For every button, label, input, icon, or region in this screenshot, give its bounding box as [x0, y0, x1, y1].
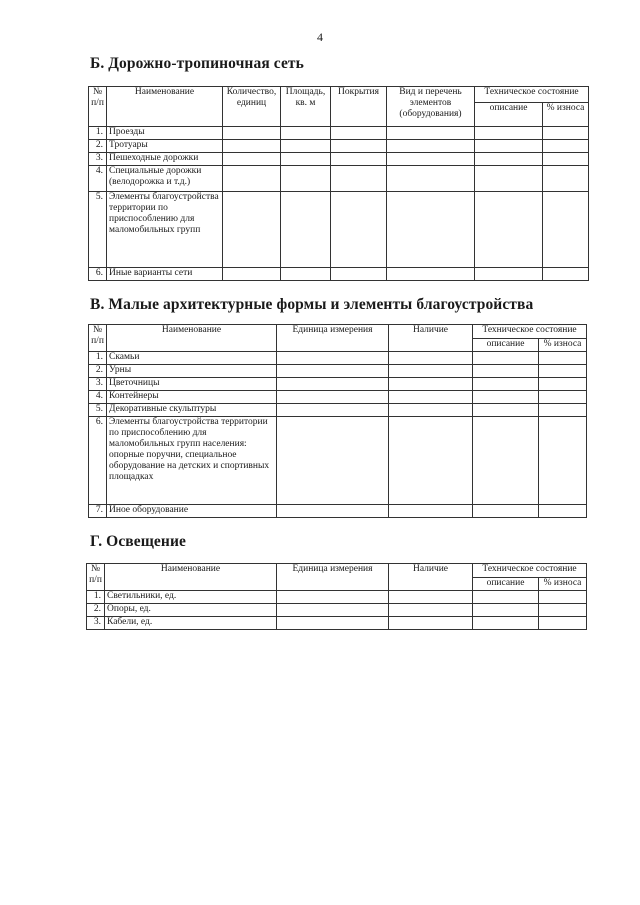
col-header-tech-state: Техническое состояние	[475, 87, 589, 103]
table-row	[87, 617, 587, 630]
table-row	[89, 352, 587, 365]
row-name: Светильники, ед.	[105, 591, 277, 604]
row-num: 2.	[89, 365, 107, 378]
table-row	[89, 268, 589, 281]
col-header-elements: Вид и перечень элементов (оборудования)	[387, 87, 475, 127]
row-num: 7.	[89, 505, 107, 518]
col-header-description: описание	[473, 339, 539, 352]
row-name: Проезды	[107, 127, 223, 140]
row-name: Иные варианты сети	[107, 268, 223, 281]
col-header-unit: Единица измерения	[277, 564, 389, 591]
row-name: Контейнеры	[107, 391, 277, 404]
table-row	[89, 391, 587, 404]
table-row	[89, 166, 589, 192]
row-num: 1.	[89, 352, 107, 365]
table-row	[89, 127, 589, 140]
row-num: 2.	[89, 140, 107, 153]
row-num: 2.	[87, 604, 105, 617]
col-header-name: Наименование	[107, 325, 277, 352]
table-row	[89, 365, 587, 378]
row-name: Опоры, ед.	[105, 604, 277, 617]
col-header-wear: % износа	[543, 103, 589, 127]
col-header-coverage: Покрытия	[331, 87, 387, 127]
row-name: Декоративные скульптуры	[107, 404, 277, 417]
table-row	[89, 140, 589, 153]
table-row	[89, 417, 587, 505]
row-name: Элементы благоустройства территории по приспособлению для маломобильных групп	[107, 192, 223, 268]
row-num: 5.	[89, 404, 107, 417]
row-num: 1.	[89, 127, 107, 140]
row-num: 1.	[87, 591, 105, 604]
row-name: Скамьи	[107, 352, 277, 365]
section-g-title: Г. Освещение	[90, 533, 186, 550]
row-name: Элементы благоустройства территории по приспособлению для маломобильных групп населения: опорные поручни, специальное оборудование на детских и спортивных площадках	[107, 417, 277, 505]
col-header-unit: Единица измерения	[277, 325, 389, 352]
row-num: 4.	[89, 391, 107, 404]
page-number: 4	[317, 30, 323, 44]
col-header-wear: % износа	[539, 578, 587, 591]
col-header-tech-state: Техническое состояние	[473, 564, 587, 578]
col-header-description: описание	[475, 103, 543, 127]
section-b-title: Б. Дорожно-тропиночная сеть	[90, 55, 304, 72]
col-header-quantity: Количество, единиц	[223, 87, 281, 127]
row-num: 5.	[89, 192, 107, 268]
row-num: 6.	[89, 268, 107, 281]
table-row	[89, 378, 587, 391]
table-row	[89, 192, 589, 268]
row-name: Цветочницы	[107, 378, 277, 391]
row-name: Иное оборудование	[107, 505, 277, 518]
table-row	[87, 591, 587, 604]
row-name: Кабели, ед.	[105, 617, 277, 630]
row-num: 3.	[89, 378, 107, 391]
table-row	[89, 505, 587, 518]
row-name: Урны	[107, 365, 277, 378]
col-header-description: описание	[473, 578, 539, 591]
lighting-table	[86, 563, 587, 630]
col-header-num: № п/п	[89, 87, 107, 127]
col-header-num: № п/п	[89, 325, 107, 352]
row-num: 6.	[89, 417, 107, 505]
small-forms-table	[88, 324, 587, 518]
col-header-num: № п/п	[87, 564, 105, 591]
col-header-wear: % износа	[539, 339, 587, 352]
table-row	[89, 404, 587, 417]
row-name: Специальные дорожки (велодорожка и т.д.)	[107, 166, 223, 192]
col-header-name: Наименование	[107, 87, 223, 127]
table-row	[87, 604, 587, 617]
col-header-area: Площадь, кв. м	[281, 87, 331, 127]
col-header-availability: Наличие	[389, 325, 473, 352]
row-name: Пешеходные дорожки	[107, 153, 223, 166]
col-header-availability: Наличие	[389, 564, 473, 591]
col-header-tech-state: Техническое состояние	[473, 325, 587, 339]
row-num: 3.	[87, 617, 105, 630]
row-name: Тротуары	[107, 140, 223, 153]
section-v-title: В. Малые архитектурные формы и элементы благоустройства	[90, 296, 534, 313]
road-network-table	[88, 86, 589, 281]
row-num: 3.	[89, 153, 107, 166]
table-row	[89, 153, 589, 166]
row-num: 4.	[89, 166, 107, 192]
col-header-name: Наименование	[105, 564, 277, 591]
